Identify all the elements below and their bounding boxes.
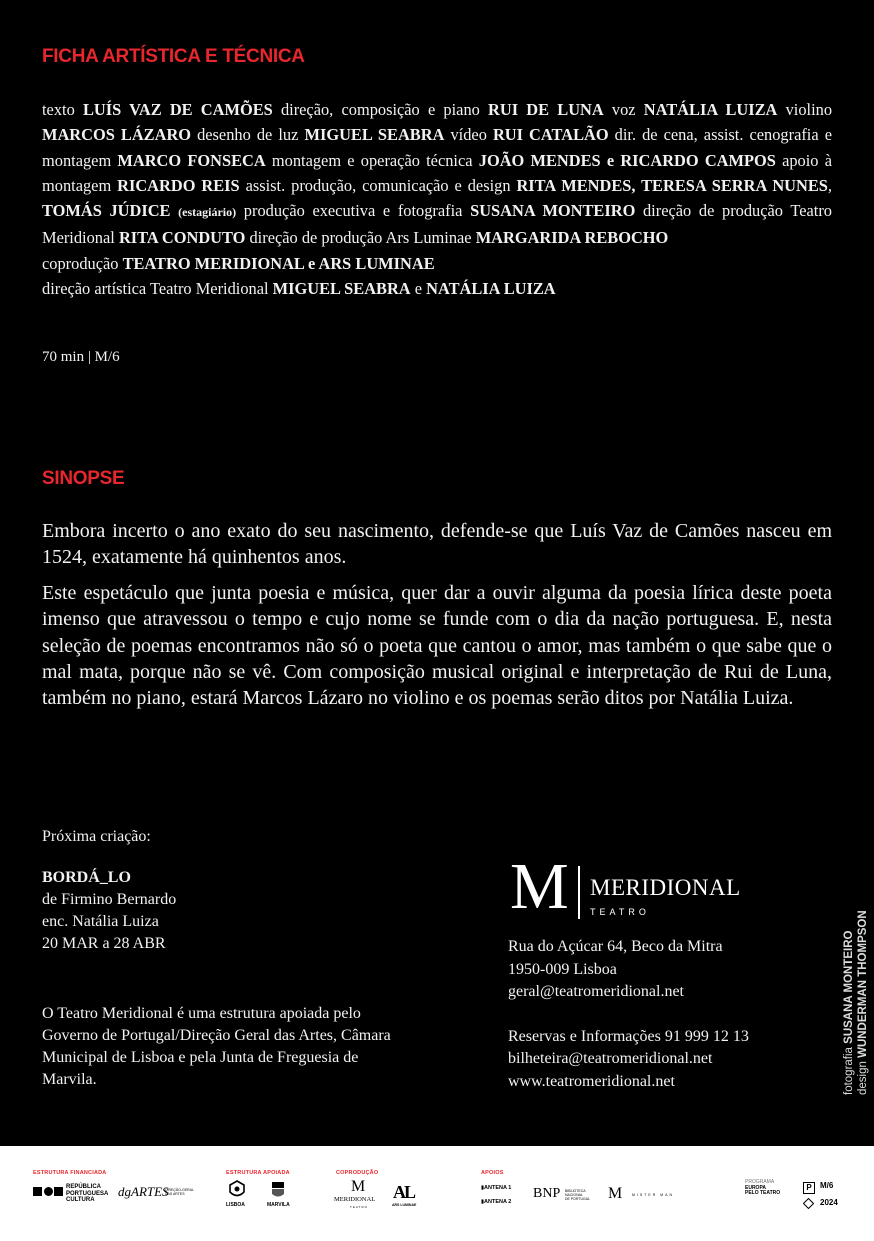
meridional-mini-sub: TEATRO [350,1205,368,1209]
meridional-mini-name: MERIDIONAL [334,1196,376,1203]
meridional-logo [510,850,780,926]
credit-role: vídeo [444,125,493,145]
next-author: de Firmino Bernardo [42,891,177,908]
logo-sub: TEATRO [590,907,650,917]
republica-text: REPÚBLICA PORTUGUESA CULTURA [66,1184,109,1203]
synopsis-paragraph: Este espetáculo que junta poesia e música, quer dar a ouvir alguma da poesia lírica deste poeta imenso que atravessou o tempo e cujo nome se funde com o dia da nação portuguesa. E, nesta seleção de poemas encontramos não só o poeta que cantou o amor, mas também o que sabe que o mal mata, porque não se vê. Com composição musical original e interpretação de Rui de Luna, também no piano, estará Marcos Lázaro no violino e os poemas serão ditos por Natália Luiza. [42,581,832,710]
credit-name: RUI DE LUNA [488,100,604,119]
heading-ficha: FICHA ARTÍSTICA E TÉCNICA [42,46,305,67]
photo-name: SUSANA MONTEIRO [843,930,855,1044]
supported-label: ESTRUTURA APOIADA [226,1170,290,1176]
logo-name: MERIDIONAL [590,875,741,900]
credit-role: , [827,175,832,195]
europa-logo: PROGRAMA EUROPA PELO TEATRO [745,1179,781,1196]
next-title: BORDÁ_LO [42,869,131,886]
funded-group [33,1170,106,1176]
design-label: design [857,1057,869,1095]
mister-man-logo: M [608,1185,623,1202]
next-dates: 20 MAR a 28 ABR [42,935,166,952]
credit-role: e [410,279,427,299]
address-street: Rua do Açúcar 64, Beco da Mitra [508,938,723,955]
support-statement: O Teatro Meridional é uma estrutura apoiada pelo Governo de Portugal/Direção Geral das Artes, Câmara Municipal de Lisboa e pela Junta de Freguesia de Marvila. [42,1005,391,1088]
credit-name: LUÍS VAZ DE CAMÕES [82,100,273,119]
marvila-label: MARVILA [267,1202,290,1208]
funded-label: ESTRUTURA FINANCIADA [33,1170,107,1176]
credit-name: TEATRO MERIDIONAL e ARS LUMINAE [122,253,435,273]
website-link[interactable]: www.teatromeridional.net [508,1072,675,1090]
contact-block [508,936,749,1093]
accessibility-icon [803,1198,814,1209]
credit-name: JOÃO MENDES e RICARDO CAMPOS [478,150,776,170]
year-label: 2024 [820,1198,838,1207]
duration-rating: 70 min | M/6 [42,349,120,365]
credit-name: RICARDO REIS [117,175,240,195]
republica-logo-square [54,1187,63,1196]
logo-letter: M [510,850,567,923]
heading-sinopse: SINOPSE [42,468,125,489]
credit-role: produção executiva e fotografia [236,201,471,221]
mister-man-sub: MISTER MAN [632,1193,674,1197]
design-name: WUNDERMAN THOMPSON [857,910,869,1058]
ars-luminae-logo: AL [393,1182,415,1202]
credit-role: direção de produção Teatro Meridional [42,201,832,248]
republica-logo-circle [44,1187,53,1196]
synopsis-paragraph: Embora incerto o ano exato do seu nascimento, defende-se que Luís Vaz de Camões nasceu em 1524, exatamente há quinhentos anos. [42,520,832,569]
supports-label: APOIOS [481,1170,504,1176]
credit-role: desenho de luz [191,125,305,145]
credit-name: RITA CONDUTO [118,228,246,248]
credit-name: MARGARIDA REBOCHO [475,228,669,248]
parking-icon: P [803,1182,815,1194]
next-production [42,826,176,955]
vertical-credits [842,885,869,1095]
lisboa-crest-icon [228,1180,246,1200]
credit-name: SUSANA MONTEIRO [470,201,636,221]
bnp-logo: BNP [533,1186,561,1201]
credits-block [42,97,832,301]
credit-role: texto [42,100,83,119]
antena2-logo: ▮ANTENA 2 [481,1199,512,1205]
republica-logo-square [33,1187,42,1196]
sponsors-footer [0,1146,874,1241]
coproduction-group [336,1170,378,1176]
credit-note: (estagiário) [178,205,237,220]
credit-role: coprodução [42,253,123,273]
synopsis [42,518,832,721]
credit-role: dir. de cena, assist. cenografia e montagem [42,125,832,170]
credit-role: direção de produção Ars Luminae [245,228,476,248]
antena1-logo: ▮ANTENA 1 [481,1185,512,1191]
dgartes-logo: dgARTES [118,1184,169,1199]
credit-role: assist. produção, comunicação e design [239,175,517,195]
ars-luminae-sub: ARS LUMINAE [392,1203,417,1207]
address-postal: 1950-009 Lisboa [508,960,617,978]
credit-role: direção, composição e piano [272,100,489,119]
marvila-crest-icon [270,1180,286,1200]
credit-name: TOMÁS JÚDICE [42,201,171,221]
credit-name: NATÁLIA LUIZA [643,100,778,119]
credit-role: voz [603,100,644,119]
credit-name: NATÁLIA LUIZA [426,279,556,299]
credit-name: MIGUEL SEABRA [272,279,411,299]
credit-name: MARCO FONSECA [117,150,266,170]
rating-label: M/6 [820,1181,834,1190]
supports-group [481,1170,504,1176]
bnp-sub: BIBLIOTECA NACIONAL DE PORTUGAL [565,1189,591,1201]
email-link[interactable]: geral@teatromeridional.net [508,983,684,1000]
supported-group [226,1170,290,1176]
photo-label: fotografia [843,1043,855,1095]
next-label: Próxima criação: [42,828,151,845]
next-director: enc. Natália Luiza [42,913,159,930]
credit-name: MARCOS LÁZARO [42,125,192,145]
credit-name: RUI CATALÃO [492,125,609,145]
meridional-mini-letter: M [351,1178,366,1195]
box-office-email-link[interactable]: bilheteira@teatromeridional.net [508,1050,713,1067]
credit-role: direção artística Teatro Meridional [42,279,273,299]
credit-name: MIGUEL SEABRA [304,125,445,145]
coproduction-label: COPRODUÇÃO [336,1170,379,1176]
lisboa-label: LISBOA [226,1202,245,1208]
credit-role: violino [777,100,833,119]
credit-role: apoio à montagem [42,150,832,195]
credit-role: montagem e operação técnica [265,150,479,170]
credit-name: RITA MENDES, TERESA SERRA NUNES [516,175,828,195]
reservas-phone: Reservas e Informações 91 999 12 13 [508,1027,749,1045]
dgartes-sub: DIREÇÃO-GERAL DAS ARTES [165,1188,194,1196]
